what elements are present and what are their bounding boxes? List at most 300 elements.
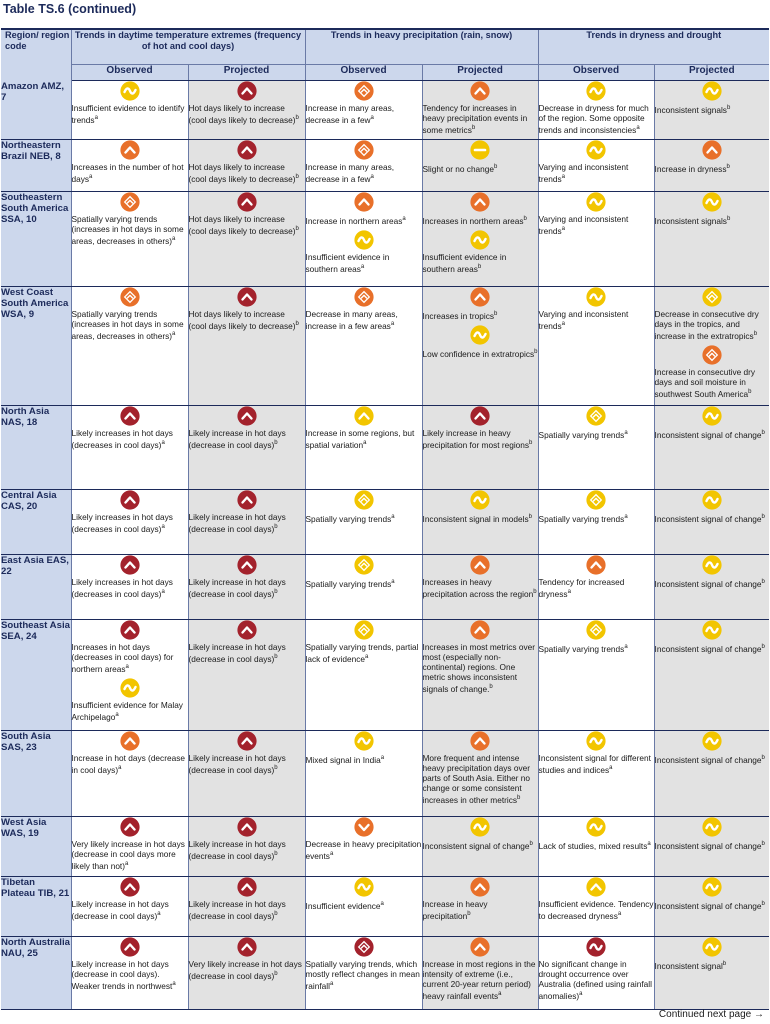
varying-diamond-icon xyxy=(586,406,606,426)
observed-cell xyxy=(305,140,422,192)
trend-text xyxy=(72,309,188,341)
trend-text xyxy=(423,252,538,274)
observed-cell xyxy=(538,406,654,490)
trend-description: Inconsistent signal of change xyxy=(422,840,530,851)
trend-description: Increase in consecutive dry days and soil moisture in southwest South America xyxy=(654,366,756,399)
observed-header: Observed xyxy=(538,65,654,81)
no-change-dash-icon xyxy=(470,140,490,160)
trend-description: Inconsistent signal for different studies and indices xyxy=(538,753,651,775)
trend-item xyxy=(306,140,422,184)
trend-item xyxy=(655,192,770,226)
observed-cell xyxy=(71,287,188,406)
projected-cell xyxy=(654,287,769,406)
trend-text xyxy=(655,428,770,440)
trend-text xyxy=(655,214,770,226)
table-row xyxy=(1,937,769,1010)
trend-text xyxy=(189,309,305,331)
footnote-marker: b xyxy=(471,125,476,131)
trend-description: Increases in heavy precipitation across the region xyxy=(422,577,534,599)
trend-item xyxy=(423,287,538,321)
trend-description: Spatially varying trends xyxy=(538,429,625,440)
trend-item xyxy=(539,140,654,184)
trend-item xyxy=(423,81,538,135)
region-cell: Amazon AMZ, 7 xyxy=(1,81,71,140)
inconsistent-wave-icon xyxy=(354,230,374,250)
increase-arrow-icon xyxy=(120,555,140,575)
trend-description: Increase in hot days (decrease in cool days) xyxy=(71,753,185,775)
trend-text xyxy=(189,899,305,921)
projected-cell xyxy=(422,490,538,555)
footnote-marker: a xyxy=(172,981,176,987)
varying-diamond-icon xyxy=(354,937,374,957)
observed-cell xyxy=(71,877,188,937)
trend-text xyxy=(306,899,422,911)
table-row xyxy=(1,731,769,817)
trend-text xyxy=(655,162,770,174)
table-row xyxy=(1,490,769,555)
trend-item xyxy=(423,325,538,359)
increase-arrow-icon xyxy=(470,287,490,307)
trend-text xyxy=(655,899,770,911)
inconsistent-wave-icon xyxy=(470,230,490,250)
trend-text xyxy=(423,512,538,524)
trend-item xyxy=(189,620,305,664)
trend-text xyxy=(189,642,305,664)
varying-diamond-icon xyxy=(354,620,374,640)
trend-description: Varying and inconsistent trends xyxy=(538,214,629,236)
trend-text xyxy=(655,642,770,654)
trend-description: Very likely increase in hot days (decrease in cool days) xyxy=(188,959,302,981)
trend-item xyxy=(539,817,654,851)
inconsistent-wave-icon xyxy=(702,406,722,426)
inconsistent-wave-icon xyxy=(702,490,722,510)
footnote-marker: a xyxy=(624,514,628,520)
region-cell: East Asia EAS, 22 xyxy=(1,555,71,620)
trend-item xyxy=(655,140,770,174)
region-cell: West Coast South America WSA, 9 xyxy=(1,287,71,406)
trend-item xyxy=(655,731,770,765)
projected-cell xyxy=(188,490,305,555)
increase-arrow-icon xyxy=(120,877,140,897)
trend-item xyxy=(655,555,770,589)
inconsistent-wave-icon xyxy=(586,287,606,307)
increase-arrow-icon xyxy=(586,877,606,897)
footnote-marker: a xyxy=(390,321,395,327)
trend-description: Decrease in consecutive dry days in the tropics, and increase in the extratropics xyxy=(654,309,759,341)
trend-item xyxy=(306,937,422,991)
trend-item xyxy=(306,620,422,664)
trend-text xyxy=(72,103,188,125)
observed-cell xyxy=(305,490,422,555)
footnote-marker: a xyxy=(624,430,628,436)
increase-arrow-icon xyxy=(237,817,257,837)
trend-description: Decrease in heavy precipitation events xyxy=(305,839,422,861)
trend-description: Very likely increase in hot days (decrease in cool days more likely than not) xyxy=(71,839,185,871)
footnote-marker: b xyxy=(274,589,278,595)
trend-text xyxy=(539,309,654,331)
footnote-marker: a xyxy=(161,440,165,446)
trend-item xyxy=(189,817,305,861)
trend-text xyxy=(655,577,770,589)
observed-cell xyxy=(71,817,188,877)
trend-item xyxy=(72,620,188,674)
footnote-marker: a xyxy=(161,524,165,530)
trend-item xyxy=(306,230,422,274)
trend-text xyxy=(306,512,422,524)
footnote-marker: b xyxy=(295,174,299,180)
trend-item xyxy=(189,406,305,450)
trend-item xyxy=(539,490,654,524)
trend-description: Increase in heavy precipitation xyxy=(422,899,488,921)
trend-description: Increase in many areas, decrease in a few xyxy=(305,103,395,125)
trend-text xyxy=(72,959,188,991)
table-row xyxy=(1,555,769,620)
dryness-group-header: Trends in dryness and drought xyxy=(538,29,769,65)
projected-cell xyxy=(654,817,769,877)
observed-cell xyxy=(71,406,188,490)
trend-item xyxy=(189,287,305,331)
trend-item xyxy=(423,817,538,851)
trend-item xyxy=(72,81,188,125)
observed-cell xyxy=(71,620,188,731)
region-column-header: Region/ region code xyxy=(1,29,71,81)
trend-description: Spatially varying trends, partial lack of evidence xyxy=(305,642,419,664)
trend-text xyxy=(423,309,538,321)
projected-header: Projected xyxy=(188,65,305,81)
inconsistent-wave-icon xyxy=(120,81,140,101)
trend-text xyxy=(306,309,422,331)
trend-description: Hot days likely to increase (cool days likely to decrease) xyxy=(188,309,296,331)
footnote-marker: b xyxy=(494,311,498,317)
footnote-marker: b xyxy=(274,440,278,446)
trend-text xyxy=(423,642,538,694)
trend-item xyxy=(306,81,422,125)
footnote-marker: a xyxy=(567,589,571,595)
inconsistent-wave-icon xyxy=(470,490,490,510)
trend-description: Insufficient evidence. Tendency to decreased dryness xyxy=(538,899,654,921)
trend-text xyxy=(306,252,422,274)
trend-item xyxy=(539,555,654,599)
trend-item xyxy=(72,406,188,450)
trend-item xyxy=(655,406,770,440)
table-row xyxy=(1,287,769,406)
trend-item xyxy=(539,287,654,331)
increase-arrow-icon xyxy=(470,937,490,957)
trend-item xyxy=(72,937,188,991)
increase-arrow-icon xyxy=(586,555,606,575)
region-cell: West Asia WAS, 19 xyxy=(1,817,71,877)
trend-description: Increases in most metrics over most (especially non-continental) regions. One metric shows inconsistent signals of change. xyxy=(422,642,536,694)
projected-cell xyxy=(188,406,305,490)
trend-text xyxy=(539,577,654,599)
varying-diamond-icon xyxy=(354,287,374,307)
trend-item xyxy=(72,287,188,341)
trend-text xyxy=(539,642,654,654)
increase-arrow-icon xyxy=(470,81,490,101)
table-row xyxy=(1,877,769,937)
varying-diamond-icon xyxy=(702,287,722,307)
trend-description: Likely increase in hot days (decrease in cool days) xyxy=(188,899,286,921)
varying-diamond-icon xyxy=(354,490,374,510)
projected-cell xyxy=(188,555,305,620)
trend-item xyxy=(306,877,422,911)
trend-text xyxy=(189,753,305,775)
observed-cell xyxy=(538,877,654,937)
projected-cell xyxy=(188,817,305,877)
trend-description: Spatially varying trends xyxy=(538,643,625,654)
projected-cell xyxy=(422,287,538,406)
trend-item xyxy=(423,937,538,1001)
trend-description: Spatially varying trends (increases in hot days in some areas, decreases in others) xyxy=(71,309,184,341)
inconsistent-wave-icon xyxy=(586,817,606,837)
trend-text xyxy=(539,899,654,921)
observed-cell xyxy=(305,555,422,620)
trend-text xyxy=(423,577,538,599)
projected-cell xyxy=(422,140,538,192)
footnote-marker: a xyxy=(370,115,374,121)
increase-arrow-icon xyxy=(470,731,490,751)
projected-cell xyxy=(188,81,305,140)
trend-description: Slight or no change xyxy=(422,163,495,174)
footnote-marker: b xyxy=(533,589,537,595)
trend-description: Likely increase in hot days (decrease in cool days). Weaker trends in northwest xyxy=(71,959,173,991)
trend-description: Insufficient evidence in southern areas xyxy=(422,251,507,274)
inconsistent-wave-icon xyxy=(702,81,722,101)
observed-cell xyxy=(538,192,654,287)
increase-arrow-icon xyxy=(237,555,257,575)
footnote-marker: a xyxy=(579,991,583,997)
trend-text xyxy=(423,959,538,1001)
footnote-marker: b xyxy=(274,851,278,857)
observed-cell xyxy=(538,817,654,877)
trend-item xyxy=(306,817,422,861)
region-cell: Southeast Asia SEA, 24 xyxy=(1,620,71,731)
footnote-marker: b xyxy=(295,115,299,121)
observed-cell xyxy=(305,406,422,490)
projected-cell xyxy=(654,620,769,731)
footnote-marker: a xyxy=(370,174,374,180)
increase-arrow-icon xyxy=(237,81,257,101)
trend-description: Increases in tropics xyxy=(422,310,494,321)
observed-cell xyxy=(71,490,188,555)
footnote-marker: b xyxy=(529,440,533,446)
footnote-marker: b xyxy=(726,105,731,111)
increase-arrow-icon xyxy=(237,731,257,751)
inconsistent-wave-icon xyxy=(354,877,374,897)
trend-text xyxy=(539,839,654,851)
projected-cell xyxy=(422,877,538,937)
projected-cell xyxy=(188,731,305,817)
varying-diamond-icon xyxy=(120,192,140,212)
trend-description: Mixed signal in India xyxy=(305,754,381,765)
projected-cell xyxy=(422,192,538,287)
footnote-marker: a xyxy=(561,174,565,180)
trend-text xyxy=(655,753,770,765)
trend-description: Increases in northern areas xyxy=(422,215,524,226)
footnote-marker: b xyxy=(748,388,752,395)
trend-description: Increase in most regions in the intensity of extreme (i.e., current 20-year return period) heavy rainfall events xyxy=(422,959,536,1001)
observed-cell xyxy=(71,192,188,287)
table-row xyxy=(1,406,769,490)
increase-arrow-icon xyxy=(470,406,490,426)
footnote-marker: b xyxy=(761,579,765,585)
trend-item xyxy=(423,490,538,524)
increase-arrow-icon xyxy=(702,140,722,160)
increase-arrow-icon xyxy=(120,937,140,957)
trend-item xyxy=(423,230,538,274)
projected-cell xyxy=(654,406,769,490)
projected-cell xyxy=(188,192,305,287)
increase-arrow-icon xyxy=(354,192,374,212)
trend-description: Spatially varying trends xyxy=(305,578,392,589)
increase-arrow-icon xyxy=(120,731,140,751)
trend-item xyxy=(189,192,305,236)
increase-arrow-icon xyxy=(237,287,257,307)
trend-item xyxy=(539,731,654,775)
varying-diamond-icon xyxy=(702,345,722,365)
observed-cell xyxy=(538,555,654,620)
trend-text xyxy=(423,347,538,359)
trend-description: Likely increase in hot days (decrease in cool days) xyxy=(188,753,286,775)
continued-note xyxy=(659,1009,764,1020)
footnote-marker: a xyxy=(329,851,334,857)
footnote-marker: b xyxy=(523,216,527,222)
footnote-marker: b xyxy=(761,841,765,847)
inconsistent-wave-icon xyxy=(470,817,490,837)
footnote-marker: b xyxy=(274,765,278,771)
trend-description: Inconsistent signal of change xyxy=(654,513,762,524)
footnote-marker: a xyxy=(118,765,122,771)
projected-cell xyxy=(654,731,769,817)
observed-cell xyxy=(538,140,654,192)
projected-cell xyxy=(654,877,769,937)
trend-item xyxy=(72,192,188,246)
footnote-marker: b xyxy=(517,795,521,801)
trend-description: Likely increase in hot days (decrease in cool days) xyxy=(188,577,286,599)
trend-description: Insufficient evidence to identify trends xyxy=(71,103,185,125)
region-cell: Southeastern South America SSA, 10 xyxy=(1,192,71,287)
trend-description: Inconsistent signal in models xyxy=(422,513,529,524)
table-title: Table TS.6 (continued) xyxy=(3,2,137,16)
increase-arrow-icon xyxy=(120,620,140,640)
trend-text xyxy=(423,214,538,226)
trend-item xyxy=(306,192,422,226)
projected-cell xyxy=(422,555,538,620)
projected-cell xyxy=(422,731,538,817)
footnote-marker: b xyxy=(274,911,278,917)
trend-text xyxy=(539,512,654,524)
observed-cell xyxy=(305,192,422,287)
trend-item xyxy=(189,555,305,599)
footnote-marker: a xyxy=(498,991,502,997)
observed-cell xyxy=(71,731,188,817)
trend-description: Inconsistent signals xyxy=(654,215,727,226)
increase-arrow-icon xyxy=(470,192,490,212)
trend-text xyxy=(189,428,305,450)
observed-cell xyxy=(538,81,654,140)
trend-text xyxy=(306,959,422,991)
trend-text xyxy=(655,959,770,971)
increase-arrow-icon xyxy=(120,490,140,510)
decrease-arrow-icon xyxy=(354,817,374,837)
trend-text xyxy=(655,839,770,851)
trend-text xyxy=(72,577,188,599)
inconsistent-wave-icon xyxy=(702,620,722,640)
region-cell: Northeastern Brazil NEB, 8 xyxy=(1,140,71,192)
trend-description: Likely increase in hot days (decrease in cool days) xyxy=(188,839,286,861)
footnote-marker: a xyxy=(561,321,565,327)
varying-diamond-icon xyxy=(354,555,374,575)
increase-arrow-icon xyxy=(120,140,140,160)
trend-description: Lack of studies, mixed results xyxy=(538,840,648,851)
varying-diamond-icon xyxy=(586,620,606,640)
trend-description: Inconsistent signal of change xyxy=(654,643,762,654)
trend-description: Insufficient evidence xyxy=(305,900,381,911)
projected-header: Projected xyxy=(654,65,769,81)
increase-arrow-icon xyxy=(470,555,490,575)
trend-text xyxy=(72,899,188,921)
observed-cell xyxy=(538,937,654,1010)
footnote-marker: b xyxy=(761,514,765,520)
trend-description: Likely increase in hot days (decrease in cool days) xyxy=(71,899,169,921)
footnote-marker: b xyxy=(274,971,278,977)
increase-arrow-icon xyxy=(470,620,490,640)
trend-item xyxy=(423,140,538,174)
trend-text xyxy=(72,839,188,871)
trend-description: Insufficient evidence in southern areas xyxy=(305,251,390,274)
inconsistent-wave-icon xyxy=(586,140,606,160)
footnote-marker: b xyxy=(274,654,278,660)
observed-cell xyxy=(305,877,422,937)
projected-cell xyxy=(188,877,305,937)
temperature-group-header: Trends in daytime temperature extremes (frequency of hot and cool days) xyxy=(71,29,305,65)
trend-text xyxy=(72,753,188,775)
trend-text xyxy=(423,428,538,450)
trend-text xyxy=(306,214,422,226)
table-row xyxy=(1,81,769,140)
trend-description: Likely increase in hot days (decrease in cool days) xyxy=(188,512,286,534)
projected-cell xyxy=(422,817,538,877)
trend-text xyxy=(306,103,422,125)
trend-description: Likely increase in hot days (decrease in cool days) xyxy=(188,428,286,450)
varying-diamond-icon xyxy=(354,81,374,101)
trend-description: Decrease in many areas, increase in a few areas xyxy=(305,309,398,331)
trend-item xyxy=(539,192,654,236)
trend-item xyxy=(423,192,538,226)
footnote-marker: a xyxy=(561,226,565,232)
inconsistent-wave-icon xyxy=(702,817,722,837)
footnote-marker: b xyxy=(761,755,765,761)
trend-description: Decrease in dryness for much of the region. Some opposite trends and inconsistencies xyxy=(538,103,649,135)
increase-arrow-icon xyxy=(237,192,257,212)
footnote-marker: b xyxy=(529,841,533,847)
footnote-marker: a xyxy=(380,755,385,761)
trend-item xyxy=(655,345,770,399)
observed-cell xyxy=(305,81,422,140)
trend-description: Increase in northern areas xyxy=(305,215,403,226)
footnote-marker: a xyxy=(624,644,628,650)
observed-cell xyxy=(305,937,422,1010)
inconsistent-wave-icon xyxy=(586,937,606,957)
footnote-marker: b xyxy=(722,961,727,967)
inconsistent-wave-icon xyxy=(702,555,722,575)
footnote-marker: b xyxy=(534,348,538,355)
footnote-marker: a xyxy=(172,236,176,242)
trend-text xyxy=(539,214,654,236)
trend-description: Hot days likely to increase (cool days likely to decrease) xyxy=(188,214,296,236)
observed-cell xyxy=(538,490,654,555)
footnote-marker: b xyxy=(489,684,493,690)
